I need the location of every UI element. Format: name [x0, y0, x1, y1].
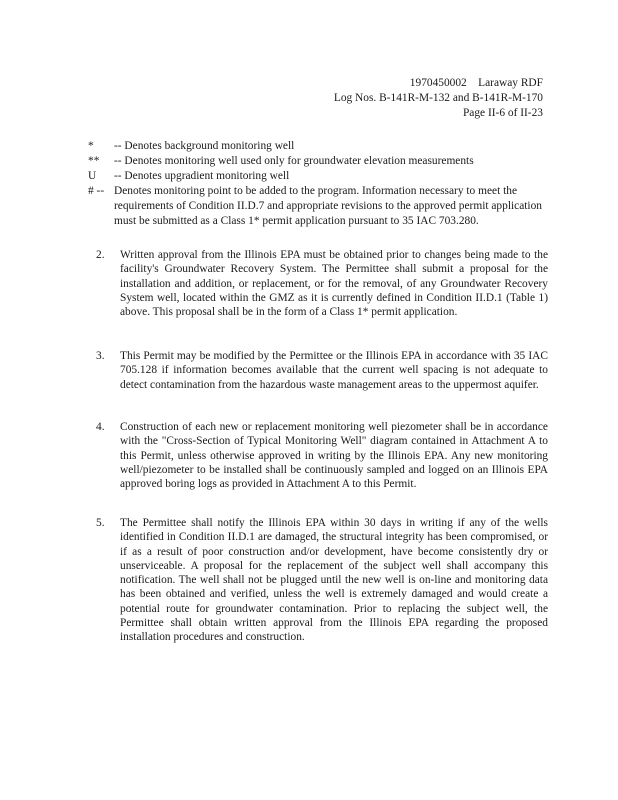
legend-text: Denotes monitoring point to be added to the program. Information necessary to meet the requirements of Condition II.D.7 and appropriate revisions to the approved permit application must be submitted as a Class 1* permit application pursuant to 35 IAC 703.280.	[114, 185, 542, 227]
header-page-number: Page II-6 of II-23	[462, 107, 543, 119]
legend-text: -- Denotes upgradient monitoring well	[114, 170, 290, 182]
item-text: Construction of each new or replacement monitoring well piezometer shall be in accordance with the "Cross-Section of Typical Monitoring Well" diagram contained in Attachment A to this Permit, unless otherwise approved in writing by the Illinois EPA. Any new monitoring well/piezometer to be installed shall be continuously sampled and logged on an Illinois EPA approved boring logs as provided in Attachment A to this Permit.	[120, 421, 548, 491]
condition-item-2	[96, 248, 548, 319]
legend-text: -- Denotes background monitoring well	[114, 140, 295, 152]
item-number: 3.	[96, 350, 105, 362]
legend-row	[88, 139, 548, 154]
well-legend	[88, 139, 548, 229]
condition-item-3	[96, 349, 548, 392]
header-permit-facility: 1970450002 Laraway RDF	[409, 77, 543, 89]
item-number: 4.	[96, 421, 105, 433]
header-log-numbers: Log Nos. B-141R-M-132 and B-141R-M-170	[333, 92, 543, 104]
legend-symbol: *	[88, 140, 94, 152]
item-text: The Permittee shall notify the Illinois EPA within 30 days in writing if any of the wells identified in Condition II.D.1 are damaged, the structural integrity has been compromised, or if as a result of poor construction and/or development, have become consistently dry or unserviceable. A proposal for the replacement of the subject well shall accompany this notification. The well shall not be plugged until the new well is on-line and monitoring data has been obtained and verified, unless the well is extremely damaged and would create a potential route for groundwater contamination. Prior to replacing the subject well, the Permittee shall obtain written approval from the Illinois EPA regarding the proposed installation procedures and construction.	[120, 517, 548, 644]
item-text: This Permit may be modified by the Permittee or the Illinois EPA in accordance with 35 IAC 705.128 if information becomes available that the current well spacing is not adequate to detect contamination from the hazardous waste management areas to the uppermost aquifer.	[120, 350, 548, 391]
item-number: 2.	[96, 249, 105, 261]
legend-symbol: U	[88, 170, 97, 182]
legend-row	[88, 154, 548, 169]
item-number: 5.	[96, 517, 105, 529]
condition-item-5	[96, 516, 548, 645]
legend-symbol: # --	[88, 185, 105, 197]
legend-text: -- Denotes monitoring well used only for groundwater elevation measurements	[114, 155, 474, 167]
condition-item-4	[96, 420, 548, 491]
legend-row	[88, 184, 548, 229]
page-header	[334, 76, 543, 121]
item-text: Written approval from the Illinois EPA must be obtained prior to changes being made to the facility's Groundwater Recovery System. The Permittee shall submit a proposal for the installation and addition, or replacement, or for the removal, of any Groundwater Recovery System well, located within the GMZ as it is currently defined in Condition II.D.1 (Table 1) above. This proposal shall be in the form of a Class 1* permit application.	[120, 249, 548, 319]
legend-row	[88, 169, 548, 184]
legend-symbol: **	[88, 155, 100, 167]
